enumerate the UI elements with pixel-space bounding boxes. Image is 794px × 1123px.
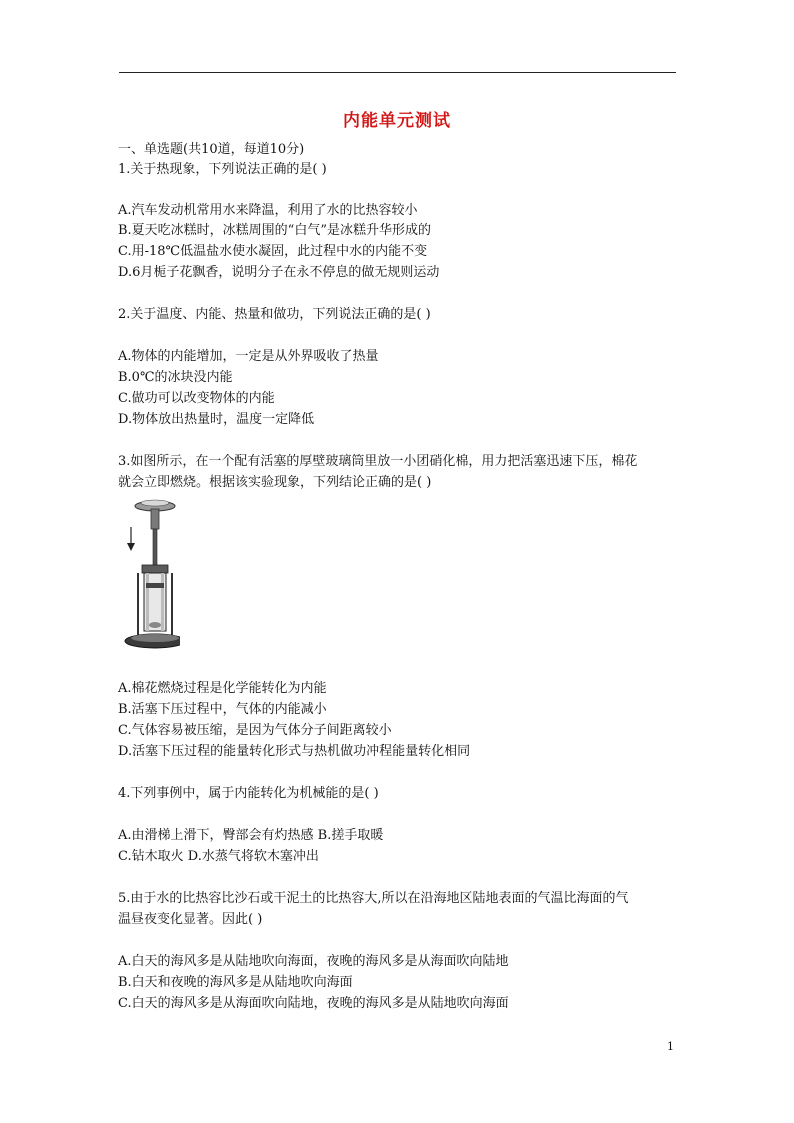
question-1-option-a: A.汽车发动机常用水来降温，利用了水的比热容较小 [118,203,418,218]
question-3-option-c: C.气体容易被压缩，是因为气体分子间距离较小 [118,723,392,738]
question-1-option-d: D.6月栀子花飘香，说明分子在永不停息的做无规则运动 [118,265,440,280]
page-number: 1 [667,1040,674,1053]
question-1-option-c: C.用-18℃低温盐水使水凝固，此过程中水的内能不变 [118,244,428,259]
question-3-stem-line-2: 就会立即燃烧。根据该实验现象，下列结论正确的是( ) [118,475,432,490]
question-4-options-line-2: C.钻木取火 D.水蒸气将软木塞冲出 [118,849,319,864]
question-4-stem: 4.下列事例中，属于内能转化为机械能的是( ) [118,786,379,801]
question-2-option-b: B.0℃的冰块没内能 [118,370,233,385]
question-2-option-a: A.物体的内能增加，一定是从外界吸收了热量 [118,349,379,364]
section-header: 一、单选题(共10道，每道10分) [118,142,305,157]
question-5-stem-line-2: 温昼夜变化显著。因此( ) [118,912,263,927]
question-3-option-a: A.棉花燃烧过程是化学能转化为内能 [118,681,327,696]
piston-cylinder-figure [118,497,180,653]
question-3-option-d: D.活塞下压过程的能量转化形式与热机做功冲程能量转化相同 [118,744,471,759]
question-1-option-b: B.夏天吃冰糕时，冰糕周围的“白气”是冰糕升华形成的 [118,223,431,238]
question-3-stem-line-1: 3.如图所示，在一个配有活塞的厚壁玻璃筒里放一小团硝化棉，用力把活塞迅速下压，棉花 [118,454,638,469]
question-3-option-b: B.活塞下压过程中，气体的内能减小 [118,702,327,717]
header-rule [119,72,676,73]
question-2-option-d: D.物体放出热量时，温度一定降低 [118,412,315,427]
question-1-stem: 1.关于热现象，下列说法正确的是( ) [118,162,327,177]
question-4-options-line-1: A.由滑梯上滑下，臀部会有灼热感 B.搓手取暖 [118,828,384,843]
question-5-stem-line-1: 5.由于水的比热容比沙石或干泥土的比热容大,所以在沿海地区陆地表面的气温比海面的气 [118,891,629,906]
question-5-option-b: B.白天和夜晚的海风多是从陆地吹向海面 [118,975,353,990]
question-5-option-a: A.白天的海风多是从陆地吹向海面，夜晚的海风多是从海面吹向陆地 [118,954,509,969]
question-2-stem: 2.关于温度、内能、热量和做功，下列说法正确的是( ) [118,307,431,322]
question-5-option-c: C.白天的海风多是从海面吹向陆地，夜晚的海风多是从陆地吹向海面 [118,996,509,1011]
page-title: 内能单元测试 [343,111,451,131]
question-2-option-c: C.做功可以改变物体的内能 [118,391,275,406]
